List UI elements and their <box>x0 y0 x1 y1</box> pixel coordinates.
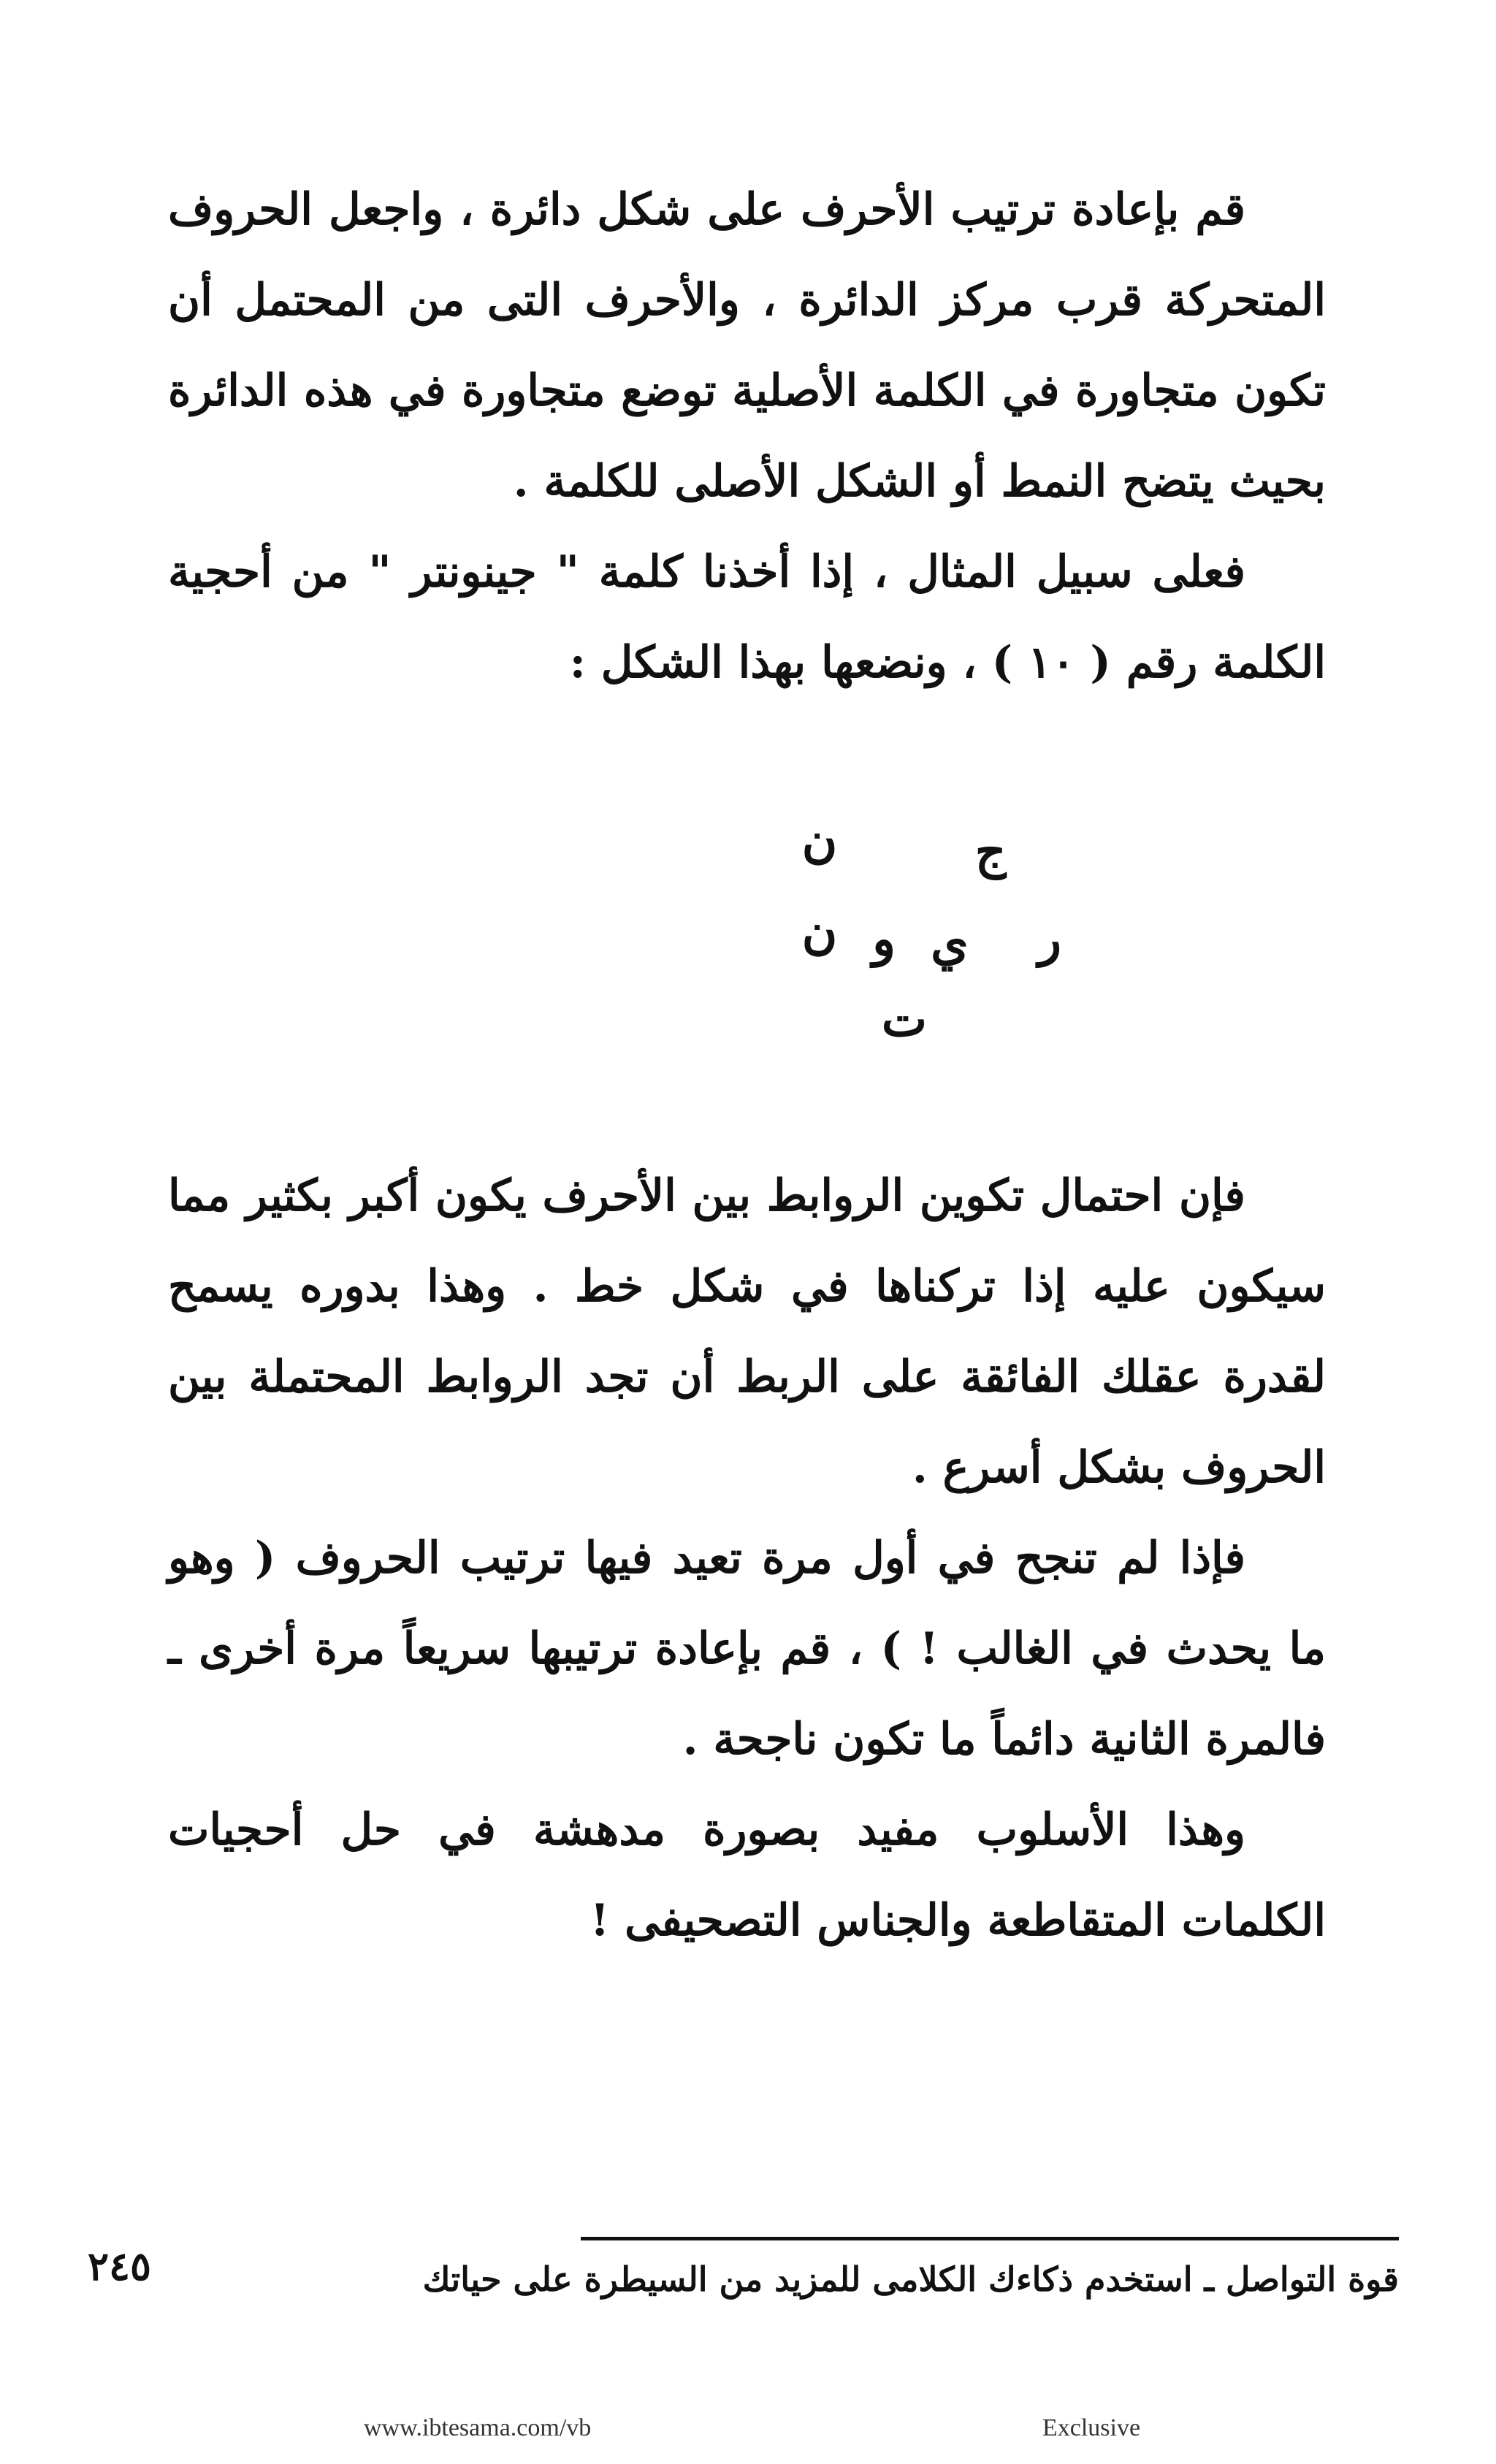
top-text-block <box>168 164 1326 708</box>
diagram-letter-noon-middle: ن <box>801 903 838 960</box>
paragraph-2: فعلى سبيل المثال ، إذا أخذنا كلمة " جينونتر " من أحجية الكلمة رقم ( ١٠ ) ، ونضعها بهذا الشكل : <box>168 546 1326 688</box>
diagram-letter-ra: ر <box>1038 910 1061 967</box>
diagram-letter-noon-top: ن <box>801 812 838 869</box>
paragraph-1: قم بإعادة ترتيب الأحرف على شكل دائرة ، واجعل الحروف المتحركة قرب مركز الدائرة ، والأحرف التى من المحتمل أن تكون متجاورة في الكلمة الأصلية توضع متجاورة في هذه الدائرة بحيث يتضح النمط أو الشكل الأصلى للكلمة . <box>168 184 1326 507</box>
bottom-text-block <box>168 1151 1326 1966</box>
diagram-letter-ta: ت <box>881 991 928 1048</box>
paragraph-3: فإن احتمال تكوين الروابط بين الأحرف يكون أكبر بكثير مما سيكون عليه إذا تركناها في شكل خط . وهذا بدوره يسمح لقدرة عقلك الفائقة على الربط أن تجد الروابط المحتملة بين الحروف بشكل أسرع . <box>168 1170 1326 1493</box>
diagram-letter-waw: و <box>872 910 896 967</box>
paragraph-5: وهذا الأسلوب مفيد بصورة مدهشة في حل أحجيات الكلمات المتقاطعة والجناس التصحيفى ! <box>168 1804 1326 1946</box>
footer-divider <box>581 2237 1399 2240</box>
watermark-exclusive: Exclusive <box>1042 2414 1141 2441</box>
diagram-letter-jeem: ج <box>974 823 1007 880</box>
paragraph-4: فإذا لم تنجح في أول مرة تعيد فيها ترتيب الحروف ( وهو ما يحدث في الغالب ! ) ، قم بإعادة ترتيبها سريعاً مرة أخرى ـ فالمرة الثانية دائماً ما تكون ناجحة . <box>168 1533 1326 1765</box>
watermark-url: www.ibtesama.com/vb <box>364 2414 592 2441</box>
page-number: ٢٤٥ <box>88 2243 152 2289</box>
running-footer-title: قوة التواصل ـ استخدم ذكاءك الكلامى للمزيد من السيطرة على حياتك <box>422 2259 1399 2299</box>
diagram-letter-ya: ي <box>931 914 969 971</box>
